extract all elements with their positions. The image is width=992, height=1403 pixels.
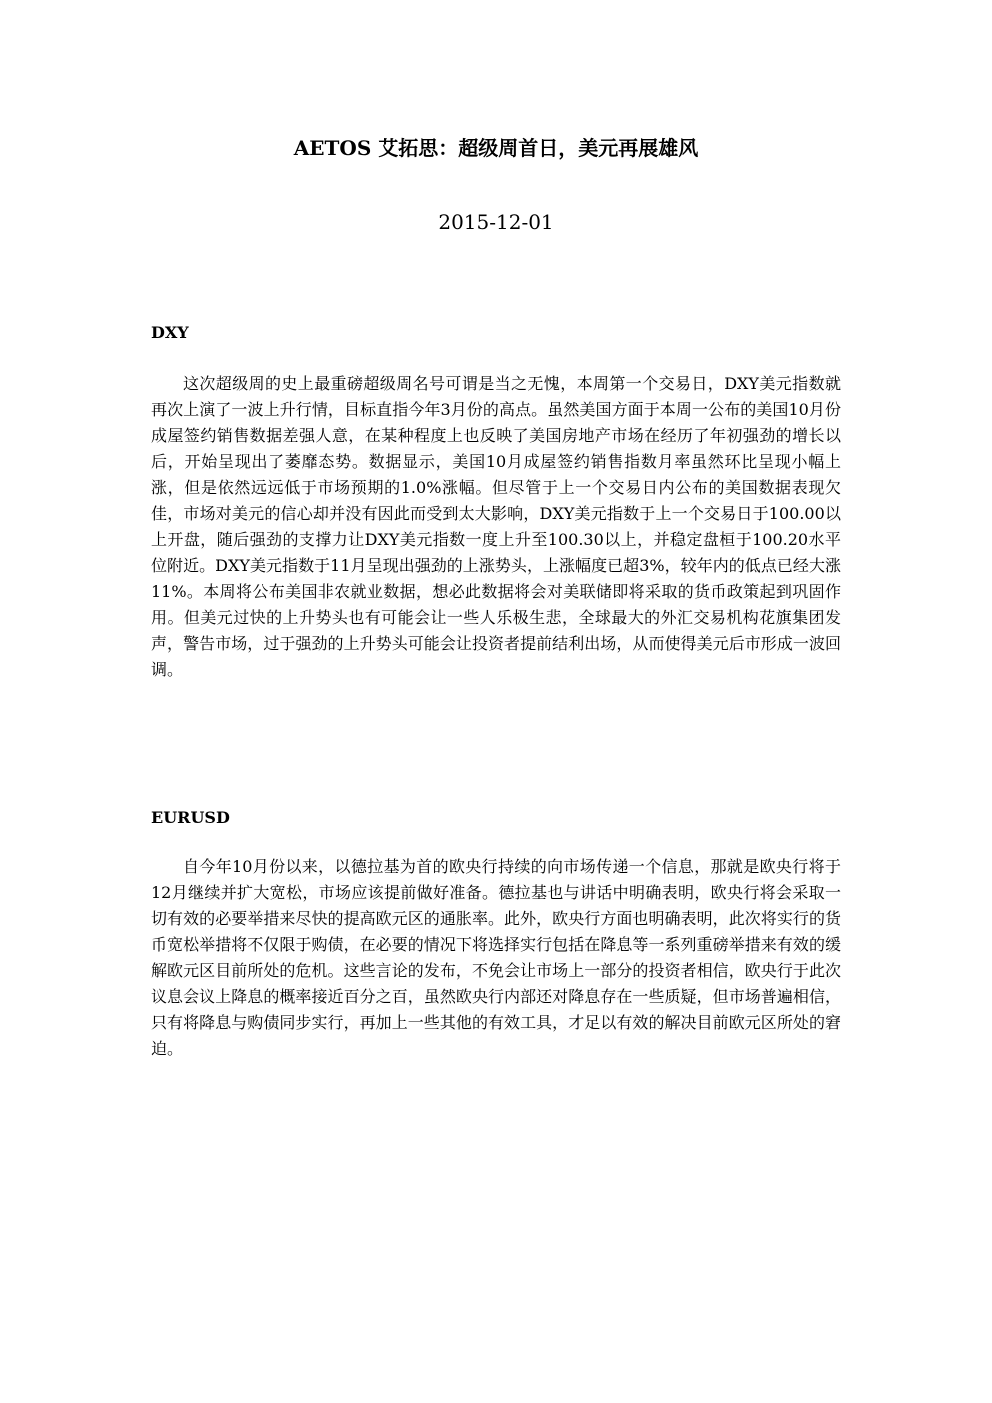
section-heading-eurusd: EURUSD: [151, 808, 230, 827]
section-paragraph-eurusd: 自今年10月份以来，以德拉基为首的欧央行持续的向市场传递一个信息，那就是欧央行将于12月继续并扩大宽松，市场应该提前做好准备。德拉基也与讲话中明确表明，欧央行将会采取一切有效的必要举措来尽快的提高欧元区的通胀率。此外，欧央行方面也明确表明，此次将实行的货币宽松举措将不仅限于购债，在必要的情况下将选择实行包括在降息等一系列重磅举措来有效的缓解欧元区目前所处的危机。这些言论的发布，不免会让市场上一部分的投资者相信，欧央行于此次议息会议上降息的概率接近百分之百，虽然欧央行内部还对降息存在一些质疑，但市场普遍相信，只有将降息与购债同步实行，再加上一些其他的有效工具，才足以有效的解决目前欧元区所处的窘迫。: [151, 857, 841, 1058]
document-date: 2015-12-01: [438, 210, 554, 234]
document-title: AETOS 艾拓思：超级周首日，美元再展雄风: [293, 136, 699, 160]
section-paragraph-dxy: 这次超级周的史上最重磅超级周名号可谓是当之无愧，本周第一个交易日，DXY美元指数就再次上演了一波上升行情，目标直指今年3月份的高点。虽然美国方面于本周一公布的美国10月份成屋签约销售数据差强人意，在某种程度上也反映了美国房地产市场在经历了年初强劲的增长以后，开始呈现出了萎靡态势。数据显示，美国10月成屋签约销售指数月率虽然环比呈现小幅上涨，但是依然远远低于市场预期的1.0%涨幅。但尽管于上一个交易日内公布的美国数据表现欠佳，市场对美元的信心却并没有因此而受到太大影响，DXY美元指数于上一个交易日于100.00以上开盘，随后强劲的支撑力让DXY美元指数一度上升至100.30以上，并稳定盘桓于100.20水平位附近。DXY美元指数于11月呈现出强劲的上涨势头，上涨幅度已超3%，较年内的低点已经大涨11%。本周将公布美国非农就业数据，想必此数据将会对美联储即将采取的货币政策起到巩固作用。但美元过快的上升势头也有可能会让一些人乐极生悲，全球最大的外汇交易机构花旗集团发声，警告市场，过于强劲的上升势头可能会让投资者提前结利出场，从而使得美元后市形成一波回调。: [151, 374, 841, 679]
section-heading-dxy: DXY: [151, 323, 189, 342]
